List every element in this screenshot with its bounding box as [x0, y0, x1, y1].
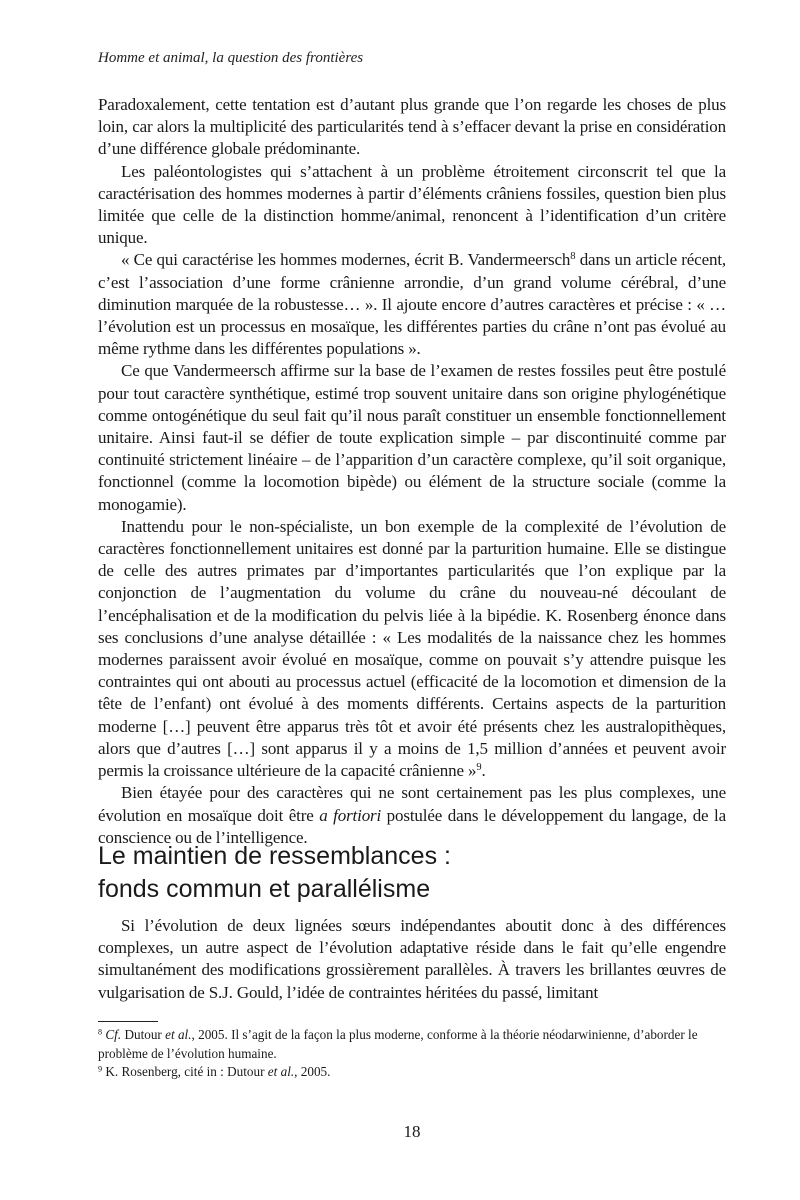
- section-heading-line-2: fonds commun et parallélisme: [98, 875, 431, 903]
- footnote-ref-8[interactable]: 8: [570, 251, 576, 263]
- italic-phrase: a fortiori: [319, 805, 382, 825]
- page-number: 18: [403, 1122, 421, 1141]
- section-heading: [98, 840, 451, 906]
- running-head: Homme et animal, la question des frontières: [98, 50, 364, 66]
- footnote-divider: [98, 1021, 158, 1022]
- paragraph: Si l’évolution de deux lignées sœurs indépendantes aboutit donc à des différences complexes, un autre aspect de l’évolution adaptative réside dans le fait qu’elle engendre simultanément des modifications grossièrement parallèles. À travers les brillantes œuvres de vulgarisation de S.J. Gould, l’idée de contraintes héritées du passé, limitant: [98, 916, 726, 1002]
- footnote-8: $^8$ Cf. Dutour et al., 2005. Il s’agit de la façon la plus moderne, conforme à la théorie néodarwinienne, d’aborder le problème de l’évolution humaine.: [98, 1027, 698, 1061]
- footnote-ref-9[interactable]: 9: [476, 762, 482, 774]
- section-heading-line-1: Le maintien de ressemblances :: [98, 842, 451, 870]
- paragraph: « Ce qui caractérise les hommes modernes, écrit B. Vandermeersch$^8$ dans un article récent, c’est l’association d’une forme crânienne arrondie, d’un grand volume cérébral, d’une diminution marquée de la robustesse… ». Il ajoute encore d’autres caractères et précise : « …l’évolution est un processus en mosaïque, les différentes parties du crâne n’ont pas évolué au même rythme dans les différentes populations ».: [98, 250, 726, 359]
- paragraph: Paradoxalement, cette tentation est d’autant plus grande que l’on regarde les choses de plus loin, car alors la multiplicité des particularités tend à s’effacer devant la prise en considération d’une différence globale prédominante.: [98, 95, 726, 159]
- footnote-9: $^9$ K. Rosenberg, cité in : Dutour et al., 2005.: [98, 1064, 331, 1079]
- section-body-text: [98, 915, 726, 1004]
- body-text: [98, 94, 726, 849]
- paragraph: Bien étayée pour des caractères qui ne sont certainement pas les plus complexes, une évolution en mosaïque doit être a fortiori postulée dans le développement du langage, de la conscience ou de l’intelligence.: [98, 783, 726, 847]
- paragraph: Les paléontologistes qui s’attachent à un problème étroitement circonscrit tel que la caractérisation des hommes modernes à partir d’éléments crâniens fossiles, question bien plus limitée que celle de la distinction homme/animal, renoncent à l’identification d’un critère unique.: [98, 161, 726, 248]
- paragraph: Ce que Vandermeersch affirme sur la base de l’examen de restes fossiles peut être postulé pour tout caractère synthétique, estimé trop souvent unitaire dans son origine phylogénétique comme ontogénétique du seul fait qu’il nous paraît constituer un ensemble fonctionnellement unitaire. Ainsi faut-il se défier de toute explication simple – par discontinuité comme par continuité strictement linéaire – de l’apparition d’un caractère complexe, qu’il soit organique, fonctionnel (comme la locomotion bipède) ou élément de la structure sociale (comme la monogamie).: [98, 361, 726, 514]
- footnotes: [98, 1026, 726, 1082]
- paragraph: Inattendu pour le non-spécialiste, un bon exemple de la complexité de l’évolution de caractères fonctionnellement unitaires est donné par la parturition humaine. Elle se distingue de celle des autres primates par d’importantes particularités que l’on explique par la conjonction de l’augmentation du volume du crâne du nouveau-né découlant de l’encéphalisation et de la modification du pelvis liée à la bipédie. K. Rosenberg énonce dans ses conclusions d’une analyse détaillée : « Les modalités de la naissance chez les hommes modernes paraissent avoir évolué en mosaïque, comme on pouvait s’y attendre puisque les contraintes qui ont abouti au processus actuel (efficacité de la locomotion et dimension de la tête de l’enfant) ont évolué à des moments différents. Certains aspects de la parturition moderne […] peuvent être apparus très tôt et avoir été présents chez les australopithèques, alors que d’autres […] sont apparus il y a moins de 1,5 million d’années et peuvent avoir permis la croissance ultérieure de la capacité crânienne »$^9$.: [98, 516, 726, 781]
